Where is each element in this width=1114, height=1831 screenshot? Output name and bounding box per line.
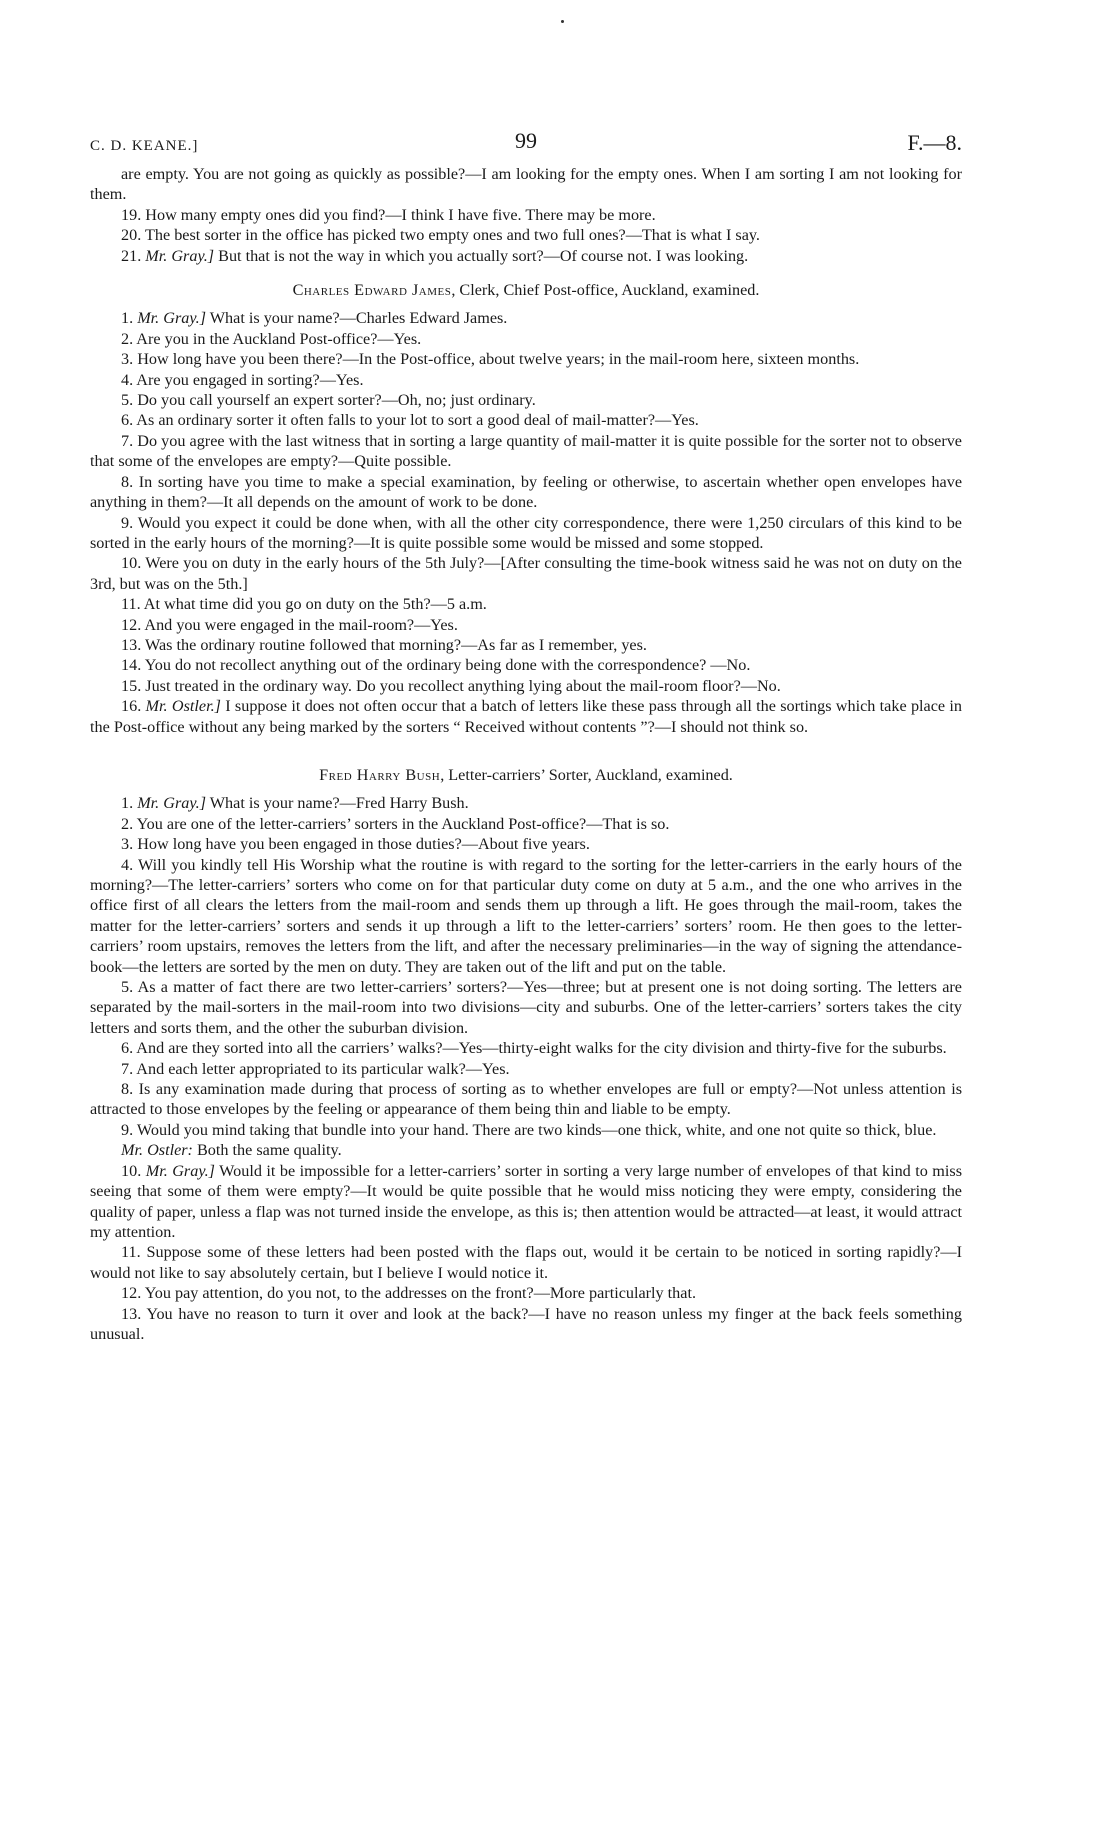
testimony-text: In sorting have you time to make a special examination, by feeling or otherwise, to ascertain whether open envelopes have anything in them?—It all depends on the amount of work to be done. [90, 472, 963, 512]
testimony-text: But that is not the way in which you actually sort?—Of course not. I was looking. [218, 246, 749, 265]
testimony-text: What is your name?—Fred Harry Bush. [209, 794, 469, 813]
testimony-text: And you were engaged in the mail-room?—Yes. [144, 615, 458, 634]
testimony-bush [90, 793, 962, 1344]
speaker-label: Mr. Gray.] [145, 1161, 215, 1180]
testimony-paragraph [90, 1304, 962, 1345]
testimony-paragraph [90, 308, 962, 328]
speaker-label: Mr. Gray.] [137, 794, 206, 813]
testimony-paragraph [90, 977, 962, 1038]
testimony-text: Are you engaged in sorting?—Yes. [136, 370, 364, 389]
question-number: 15. [121, 676, 142, 695]
testimony-paragraph [90, 349, 962, 369]
testimony-text: How long have you been engaged in those duties?—About five years. [137, 835, 590, 854]
section-heading-james [90, 280, 962, 300]
testimony-paragraph [90, 635, 962, 655]
header-witness: C. D. KEANE.] [90, 138, 199, 154]
testimony-paragraph [90, 814, 962, 834]
testimony-text: Just treated in the ordinary way. Do you recollect anything lying about the mail-room floor?—No. [145, 676, 781, 695]
testimony-text: At what time did you go on duty on the 5th?—5 a.m. [143, 595, 487, 614]
testimony-paragraph [90, 1242, 962, 1283]
testimony-paragraph [90, 1038, 962, 1058]
question-number: 16. [121, 697, 142, 716]
question-number: 12. [121, 615, 142, 634]
question-number: 11. [121, 595, 141, 614]
testimony-paragraph [90, 615, 962, 635]
testimony-text: As an ordinary sorter it often falls to your lot to sort a good deal of mail-matter?—Yes. [136, 411, 699, 430]
speaker-label: Mr. Gray.] [137, 309, 206, 328]
testimony-text: I suppose it does not often occur that a batch of letters like these pass through all the sortings which take place in the Post-office without any being marked by the sorters “ Received without contents ”?—I should not think so. [90, 697, 962, 736]
testimony-paragraph [90, 1161, 962, 1243]
testimony-text: Both the same quality. [197, 1141, 342, 1160]
testimony-paragraph [90, 410, 962, 430]
question-number: 8. [121, 472, 134, 491]
testimony-paragraph [90, 1079, 962, 1120]
testimony-paragraph [90, 834, 962, 854]
testimony-paragraph [90, 225, 962, 245]
testimony-text: Were you on duty in the early hours of the 5th July?—[After consulting the time-book witness said he was not on duty on the 3rd, but was on the 5th.] [90, 554, 962, 593]
question-number: 1. [121, 794, 134, 813]
testimony-paragraph [90, 1140, 962, 1160]
speaker-label: Mr. Ostler.] [145, 697, 221, 716]
question-number: 7. [121, 1059, 134, 1078]
question-number: 11. [121, 1243, 141, 1262]
testimony-paragraph [90, 1120, 962, 1140]
question-number: 9. [121, 1120, 134, 1139]
question-number: 1. [121, 309, 134, 328]
testimony-text: And are they sorted into all the carriers’ walks?—Yes—thirty-eight walks for the city division and thirty-five for the suburbs. [136, 1039, 947, 1058]
testimony-paragraph [90, 676, 962, 696]
header-reference: F.—8. [907, 130, 962, 155]
question-number: 2. [121, 814, 134, 833]
testimony-james [90, 308, 962, 737]
page-header [90, 128, 962, 162]
testimony-text: You have no reason to turn it over and look at the back?—I have no reason unless my finger at the back feels something unusual. [90, 1304, 962, 1343]
print-speck [561, 20, 564, 23]
question-number: 12. [121, 1284, 142, 1303]
question-number: 6. [121, 1039, 134, 1058]
witness-name: Fred Harry Bush [319, 765, 441, 784]
question-number: 10. [121, 554, 142, 573]
speaker-label: Mr. Gray.] [145, 246, 215, 265]
testimony-paragraph [90, 472, 962, 513]
question-number: 8. [121, 1080, 134, 1099]
testimony-paragraph [90, 390, 962, 410]
testimony-paragraph [90, 431, 962, 472]
testimony-text: Is any examination made during that process of sorting as to whether envelopes are full or empty?—Not unless attention is attracted to those envelopes by the feeling or appearance of them being thin and liable to be empty. [90, 1080, 962, 1119]
testimony-text: You pay attention, do you not, to the addresses on the front?—More particularly that. [144, 1284, 697, 1303]
testimony-paragraph [90, 655, 962, 675]
testimony-paragraph [90, 1283, 962, 1303]
testimony-paragraph [90, 793, 962, 813]
witness-name: Charles Edward James [292, 281, 452, 300]
testimony-text: Was the ordinary routine followed that morning?—As far as I remember, yes. [145, 635, 647, 654]
testimony-text: Will you kindly tell His Worship what the routine is with regard to the sorting for the letter-carriers in the early hours of the morning?—The letter-carriers’ sorters who come on for that particular duty come on duty at 5 a.m., and the one who arrives in the office first of all clears the letters from the mail-room and sends them up through a lift. He goes through the mail-room, takes the matter for the letter-carriers’ sorters and sends it up through a lift to the letter-carriers’ sorters’ room. He then goes to the letter-carriers’ room upstairs, removes the letters from the lift, and after the necessary preliminaries—in the way of signing the attendance-book—the letters are sorted by the men on duty. They are taken out of the lift and put on the table. [90, 855, 962, 976]
testimony-paragraph [90, 513, 962, 554]
testimony-paragraph [90, 855, 962, 977]
testimony-text: You are one of the letter-carriers’ sorters in the Auckland Post-office?—That is so. [136, 814, 670, 833]
testimony-text: How many empty ones did you find?—I think I have five. There may be more. [145, 205, 656, 224]
testimony-text: Do you call yourself an expert sorter?—Oh, no; just ordinary. [137, 391, 536, 410]
question-number: 4. [121, 855, 134, 874]
testimony-paragraph [90, 696, 962, 737]
testimony-text: Are you in the Auckland Post-office?—Yes. [136, 329, 422, 348]
testimony-text: As a matter of fact there are two letter-carriers’ sorters?—Yes—three; but at present one is not doing sorting. The letters are separated by the mail-sorters in the mail-room into two divisions—city and suburbs. One of the letter-carriers’ sorters takes the city letters and sorts them, and the other the suburban division. [90, 978, 962, 1037]
testimony-paragraph [90, 1059, 962, 1079]
question-number: 13. [121, 635, 142, 654]
question-number: 10. [121, 1161, 142, 1180]
testimony-text: Do you agree with the last witness that in sorting a large quantity of mail-matter it is quite possible for the sorter not to observe that some of the envelopes are empty?—Quite possible. [90, 431, 962, 471]
question-number: 3. [121, 350, 134, 369]
witness-description: , Clerk, Chief Post-office, Auckland, examined. [451, 281, 760, 300]
question-number: 5. [121, 978, 134, 997]
question-number: 14. [121, 656, 142, 675]
section-heading-bush [90, 765, 962, 785]
testimony-text: Would it be impossible for a letter-carriers’ sorter in sorting a very large number of envelopes of that kind to miss seeing that some of them were empty?—It would be quite possible that he would miss noticing they were empty, considering the quality of paper, unless a flap was not turned inside the envelope, as this is; then attention would be attracted—at least, it would attract my attention. [90, 1161, 962, 1241]
document-page [90, 128, 962, 1344]
question-number: 21. [121, 246, 142, 265]
testimony-paragraph [90, 553, 962, 594]
testimony-text: How long have you been there?—In the Post-office, about twelve years; in the mail-room here, sixteen months. [137, 350, 860, 369]
question-number: 7. [121, 431, 134, 450]
testimony-text: are empty. You are not going as quickly as possible?—I am looking for the empty ones. When I am sorting I am not looking for them. [90, 165, 962, 204]
testimony-text: Would you expect it could be done when, with all the other city correspondence, there were 1,250 circulars of this kind to be sorted in the early hours of the morning?—It is quite possible some would be missed and some stopped. [90, 513, 962, 552]
testimony-paragraph [90, 370, 962, 390]
testimony-text: You do not recollect anything out of the ordinary being done with the correspondence? —No. [144, 656, 751, 675]
testimony-paragraph [90, 594, 962, 614]
witness-description: , Letter-carriers’ Sorter, Auckland, examined. [440, 765, 733, 784]
testimony-paragraph [90, 329, 962, 349]
question-number: 6. [121, 411, 134, 430]
testimony-paragraph [90, 164, 962, 205]
testimony-paragraph [90, 205, 962, 225]
question-number: 13. [121, 1304, 142, 1323]
testimony-paragraph [90, 246, 962, 266]
testimony-text: The best sorter in the office has picked two empty ones and two full ones?—That is what I say. [145, 226, 760, 245]
question-number: 2. [121, 329, 134, 348]
question-number: 3. [121, 835, 134, 854]
testimony-text: And each letter appropriated to its particular walk?—Yes. [136, 1059, 510, 1078]
question-number: 20. [121, 226, 142, 245]
question-number: 5. [121, 391, 134, 410]
testimony-text: Suppose some of these letters had been posted with the flaps out, would it be certain to be noticed in sorting rapidly?—I would not like to say absolutely certain, but I believe I would notice it. [90, 1243, 962, 1282]
question-number: 19. [121, 205, 142, 224]
intro-testimony [90, 164, 962, 266]
testimony-text: What is your name?—Charles Edward James. [209, 309, 508, 328]
testimony-text: Would you mind taking that bundle into your hand. There are two kinds—one thick, white, and one not quite so thick, blue. [136, 1120, 937, 1139]
question-number: 4. [121, 370, 134, 389]
page-number: 99 [515, 128, 537, 153]
question-number: 9. [121, 513, 134, 532]
speaker-label: Mr. Ostler: [121, 1141, 193, 1160]
